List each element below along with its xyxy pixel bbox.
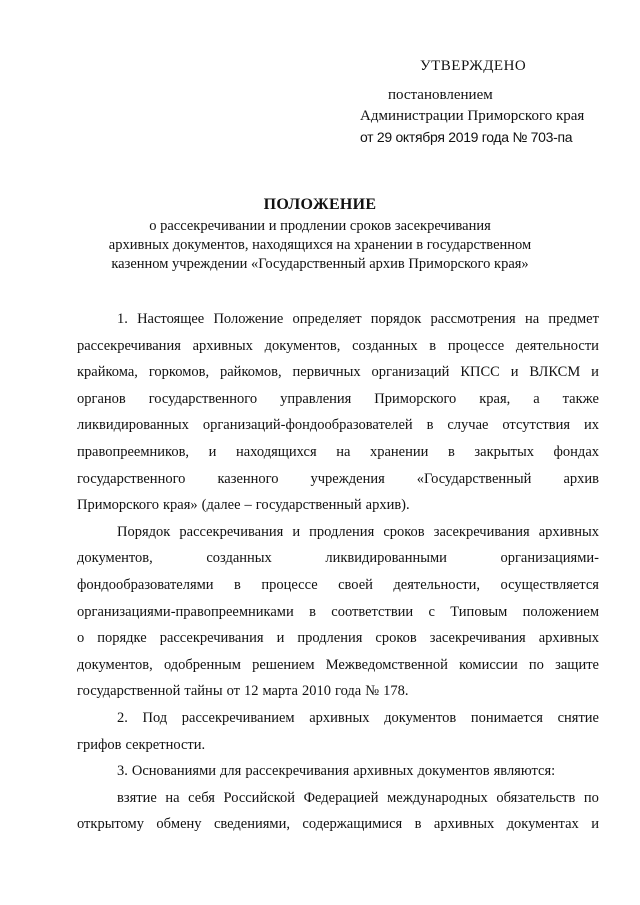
word: процессе [261, 576, 318, 593]
word: края» [163, 497, 198, 514]
word: Российской [223, 789, 295, 806]
body-line [77, 519, 599, 546]
subtitle-line: архивных документов, находящихся на хранении в государственном [108, 237, 532, 253]
word: порядке [97, 630, 147, 647]
word: о [77, 630, 85, 647]
body-line [77, 625, 599, 652]
body-line [77, 492, 599, 519]
word: созданных [352, 337, 418, 354]
body-line [77, 599, 599, 626]
word: организаций-фондообразователей [202, 417, 413, 434]
word: ликвидированными [325, 550, 447, 567]
word: архивных [192, 337, 253, 354]
word: взятие [117, 789, 157, 806]
administration-label: Администрации Приморского края [360, 108, 585, 124]
word: обязательств [496, 789, 576, 806]
body-line [77, 732, 599, 759]
word: комиссии [459, 656, 518, 673]
word: документов [417, 763, 490, 780]
word: документов, [77, 656, 153, 673]
word: своей [338, 576, 373, 593]
body-line [77, 705, 599, 732]
word: ликвидированных [77, 417, 189, 434]
word: и [276, 630, 285, 647]
body-line [77, 466, 599, 493]
word: 2. [117, 709, 128, 726]
word: рассекречивания [179, 523, 284, 540]
word: организациями-правопреемниками [77, 603, 294, 620]
subtitle-line: казенном учреждении «Государственный архив Приморского края» [111, 256, 529, 272]
word: с [428, 603, 435, 620]
word: фондах [553, 443, 599, 460]
word: документов [384, 709, 457, 726]
word: горкомов, [148, 364, 210, 381]
word: райкомов, [220, 364, 282, 381]
word: предмет [548, 311, 599, 327]
word: документов, [264, 337, 341, 354]
decree-date-number: от 29 октября 2019 года № 703-па [360, 129, 573, 145]
word: на [524, 311, 540, 327]
word: и [292, 523, 301, 540]
word: являются: [493, 763, 556, 780]
approved-heading: УТВЕРЖДЕНО [420, 58, 527, 74]
word: государственной [77, 683, 181, 700]
word: архивных [309, 709, 370, 726]
word: марта [262, 683, 298, 700]
word: и [591, 364, 599, 381]
body-line [77, 439, 599, 466]
word: положением [522, 603, 599, 620]
body-line [77, 333, 599, 360]
word: также [562, 390, 599, 407]
word: 12 [243, 683, 259, 700]
word: открытому [77, 816, 144, 833]
word: 1. [117, 311, 128, 327]
word: засекречивания [433, 523, 530, 540]
body-line [77, 545, 599, 572]
word: хранении [369, 443, 429, 460]
word: Настоящее [137, 311, 205, 327]
word: учреждения [310, 470, 385, 487]
word: а [533, 390, 540, 407]
body-line [77, 811, 599, 838]
word: края, [479, 390, 511, 407]
word: для [220, 763, 242, 780]
body-line [77, 758, 599, 785]
word: созданных [206, 550, 272, 567]
body-line [77, 785, 599, 812]
word: архивных [538, 523, 599, 540]
word: рассекречивания [159, 630, 264, 647]
subtitle-line: о рассекречивании и продлении сроков засекречивания [149, 218, 491, 234]
word: сроков [383, 523, 425, 540]
body-line [77, 652, 599, 679]
word: сроков [375, 630, 417, 647]
word: решением [252, 656, 315, 673]
word: и [208, 443, 217, 460]
word: (далее [201, 497, 241, 514]
word: обмену [156, 816, 202, 833]
word: организациями- [500, 550, 599, 567]
word: продления [309, 523, 375, 540]
word: архивных [353, 763, 414, 780]
body-line [77, 412, 599, 439]
word: казенного [217, 470, 279, 487]
word: рассмотрения [430, 311, 516, 327]
body-line [77, 386, 599, 413]
decree-label: постановлением [388, 87, 493, 103]
word: архив). [365, 497, 410, 514]
word: крайкома, [77, 364, 138, 381]
word: органов [77, 390, 126, 407]
body-line [77, 678, 599, 705]
word: документах [506, 816, 579, 833]
word: одобренным [163, 656, 241, 673]
word: рассекречивания [245, 763, 350, 780]
word: Положение [213, 311, 284, 327]
body-line [77, 306, 599, 333]
word: правопреемников, [77, 443, 190, 460]
word: секретности. [125, 736, 206, 753]
word: международных [387, 789, 488, 806]
approval-stamp [358, 56, 618, 148]
word: Приморского [77, 497, 159, 514]
word: первичных [292, 364, 361, 381]
word: отсутствия [502, 417, 571, 434]
word: содержащимися [302, 816, 403, 833]
word: КПСС [460, 364, 500, 381]
word: на [165, 789, 180, 806]
word: рассекречиванием [181, 709, 295, 726]
word: Типовым [450, 603, 508, 620]
word: Под [142, 709, 168, 726]
word: ВЛКСМ [529, 364, 581, 381]
word: в [234, 576, 241, 593]
word: сведениями, [213, 816, 290, 833]
word: снятие [557, 709, 599, 726]
word: фондообразователями [77, 576, 214, 593]
word: государственный [255, 497, 362, 514]
word: в [447, 443, 455, 460]
word: себя [188, 789, 215, 806]
word: в [429, 337, 437, 354]
word: находящихся [235, 443, 317, 460]
word: по [583, 789, 599, 806]
word: защите [555, 656, 599, 673]
word: Приморского [374, 390, 457, 407]
document-subtitle [60, 217, 580, 274]
word: управления [280, 390, 352, 407]
word: архив [563, 470, 599, 487]
word: № [365, 683, 380, 700]
body-line [77, 572, 599, 599]
word: Межведомственной [325, 656, 448, 673]
word: осуществляется [500, 576, 599, 593]
word: в [414, 816, 422, 833]
word: государственного [77, 470, 186, 487]
word: тайны [184, 683, 223, 700]
document-body [77, 306, 599, 838]
word: организаций [371, 364, 450, 381]
word: Порядок [117, 523, 171, 540]
word: года [335, 683, 362, 700]
word: в [309, 603, 316, 620]
word: и [510, 364, 519, 381]
word: понимается [470, 709, 543, 726]
word: от [226, 683, 240, 700]
word: по [528, 656, 544, 673]
word: закрытых [474, 443, 534, 460]
word: – [244, 497, 252, 514]
word: деятельности, [393, 576, 481, 593]
word: деятельности [515, 337, 599, 354]
word: порядок [370, 311, 422, 327]
body-line [77, 359, 599, 386]
word: их [583, 417, 599, 434]
word: 2010 [302, 683, 331, 700]
word: архивных [433, 816, 495, 833]
word: продления [297, 630, 363, 647]
word: документов, [77, 550, 153, 567]
word: определяет [292, 311, 362, 327]
word: процессе [447, 337, 505, 354]
word: 3. [117, 763, 128, 780]
word: засекречивания [429, 630, 526, 647]
word: соответствии [331, 603, 414, 620]
word: в [426, 417, 434, 434]
word: 178. [383, 683, 409, 700]
word: Основаниями [131, 763, 217, 780]
document-title: ПОЛОЖЕНИЕ [263, 196, 377, 213]
word: государственного [148, 390, 258, 407]
word: Федерацией [303, 789, 379, 806]
word: случае [447, 417, 489, 434]
word: и [591, 816, 599, 833]
word: рассекречивания [77, 337, 181, 354]
word: архивных [538, 630, 599, 647]
word: грифов [77, 736, 122, 753]
word: «Государственный [416, 470, 532, 487]
word: на [336, 443, 351, 460]
